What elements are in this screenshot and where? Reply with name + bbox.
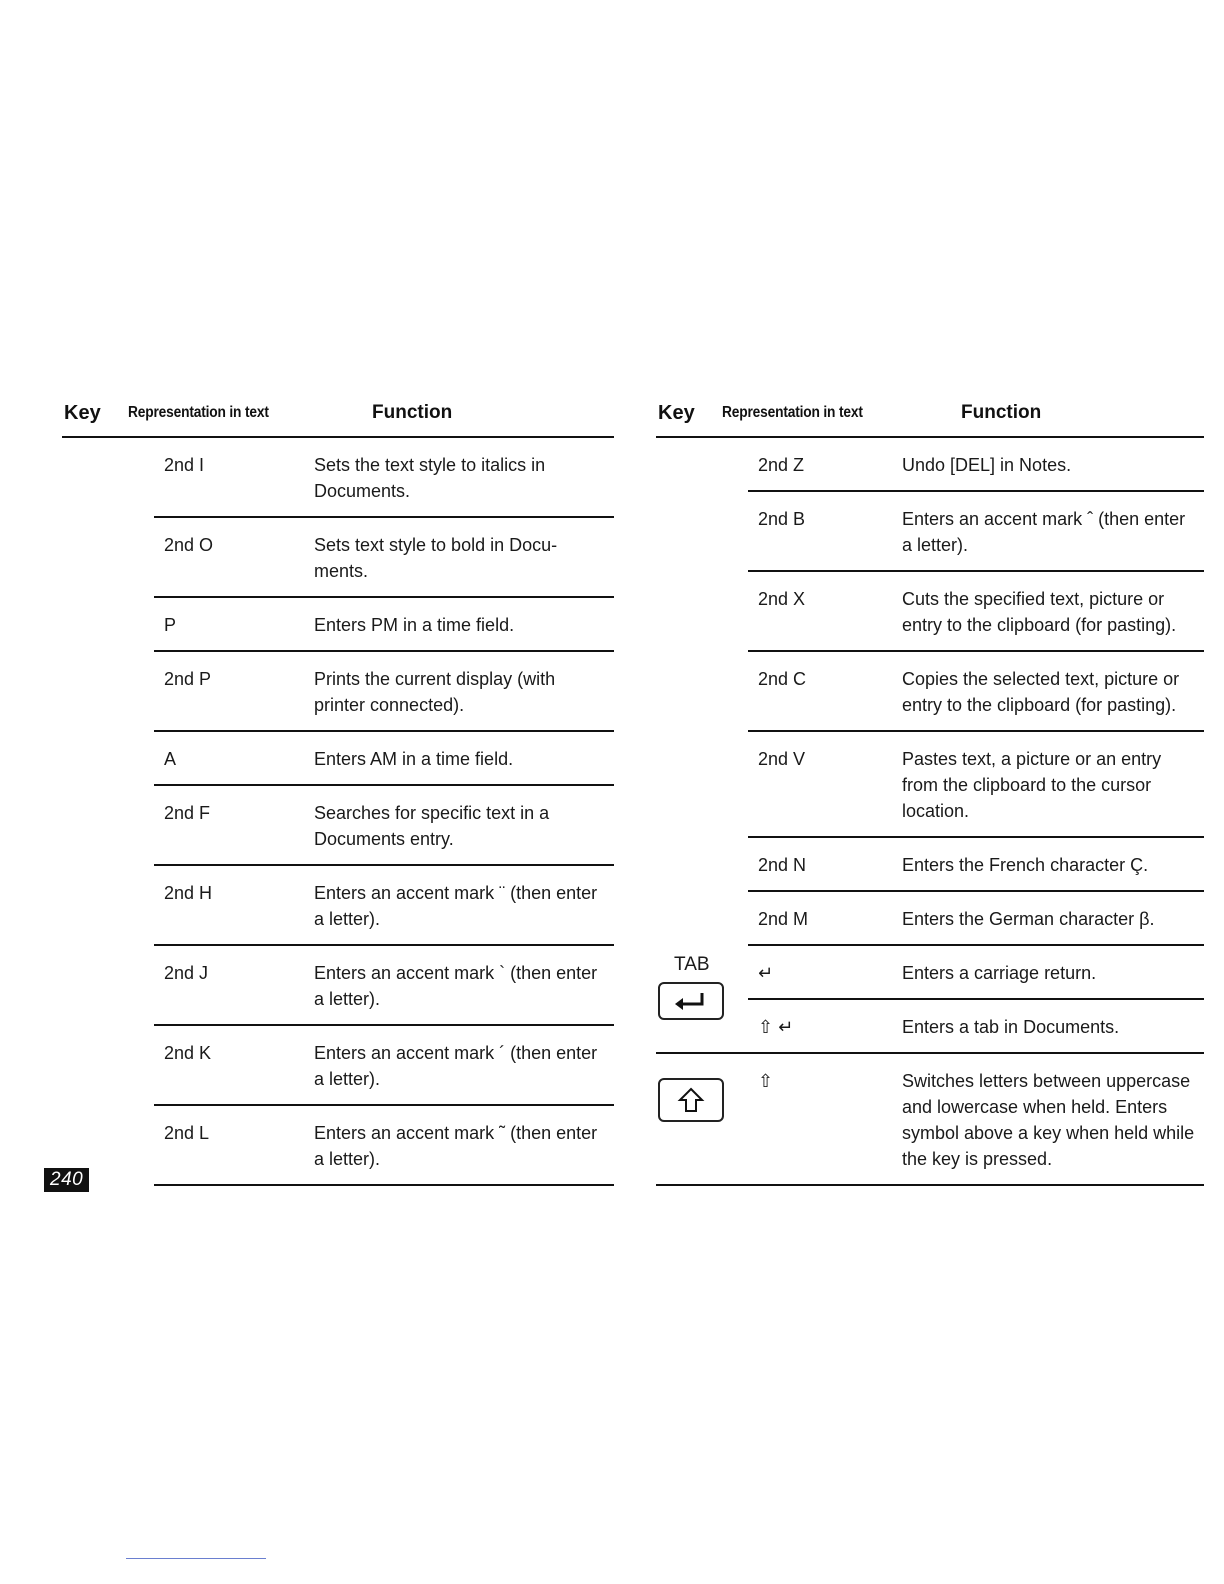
table-row [748,838,1204,892]
table-row [154,598,614,652]
left-table [62,398,614,1186]
table-row [748,652,1204,732]
tab-key-cell [656,946,748,1052]
shift-return-icon: ⇧ ↵ [758,1017,794,1037]
header-function: Function [372,402,453,423]
row-function: Sets text style to bold in Docu-ments. [314,535,558,581]
shift-key-cell [656,1068,748,1172]
right-table-header [656,398,1204,438]
row-function: Enters the French character Ç. [902,855,1149,875]
row-representation: 2nd C [758,669,807,689]
right-table-rows [748,438,1204,946]
row-representation: 2nd M [758,909,809,929]
row-representation: 2nd B [758,509,806,529]
row-function: Enters an accent mark ˆ (then enter a letter). [902,509,1186,555]
row-representation: 2nd V [758,749,806,769]
table-row [154,652,614,732]
row-representation: P [164,615,177,635]
row-representation: 2nd J [164,963,209,983]
header-representation: Representation in text [722,404,863,421]
shift-arrow-icon [677,1086,705,1114]
row-representation: 2nd K [164,1043,212,1063]
row-function: Enters an accent mark ´ (then enter a letter). [314,1043,598,1089]
row-function: Cuts the specified text, picture or entry to the clipboard (for pasting). [902,589,1177,635]
row-function: Prints the current display (with printer connected). [314,669,556,715]
left-table-rows [154,438,614,1186]
row-function: Enters PM in a time field. [314,615,515,635]
shift-icon: ⇧ [758,1071,774,1091]
row-representation: 2nd X [758,589,806,609]
table-row [154,946,614,1026]
row-function: Enters AM in a time field. [314,749,514,769]
return-arrow-icon: ↵ [758,963,774,983]
table-row [154,518,614,598]
row-function: Enters an accent mark ` (then enter a letter). [314,963,598,1009]
enter-key-cap [658,982,724,1020]
header-key: Key [64,402,101,424]
shift-key-cap [658,1078,724,1122]
row-representation: 2nd Z [758,455,805,475]
row-function: Searches for specific text in a Documents entry. [314,803,550,849]
header-representation: Representation in text [128,404,269,421]
tab-key-label: TAB [674,954,710,975]
row-representation: 2nd I [164,455,205,475]
row-function: Pastes text, a picture or an entry from the clipboard to the cursor location. [902,749,1162,821]
left-table-header [62,398,614,438]
row-function: Enters a carriage return. [902,963,1097,983]
header-key: Key [658,402,695,424]
row-representation: 2nd L [164,1123,210,1143]
table-row [748,438,1204,492]
table-row [748,492,1204,572]
table-row [154,1026,614,1106]
row-function: Enters the German character β. [902,909,1155,929]
table-row [748,892,1204,946]
footer-divider [126,1558,266,1559]
page-number: 240 [44,1168,89,1192]
shift-key-block [656,1054,1204,1186]
table-row [154,1106,614,1186]
row-representation: A [164,749,177,769]
table-row [154,438,614,518]
table-row [748,1000,1204,1052]
table-row [154,866,614,946]
row-function: Enters a tab in Documents. [902,1017,1120,1037]
row-function: Copies the selected text, picture or entry to the clipboard (for pasting). [902,669,1180,715]
right-table [656,398,1204,1186]
row-function: Enters an accent mark ¨ (then enter a letter). [314,883,598,929]
tab-key-block [656,946,1204,1054]
row-function: Switches letters between uppercase and lowercase when held. Enters symbol above a key when held while the key is pressed. [902,1071,1195,1169]
row-function: Enters an accent mark ˜ (then enter a letter). [314,1123,598,1169]
table-row [154,786,614,866]
row-function: Undo [DEL] in Notes. [902,455,1072,475]
table-row [748,572,1204,652]
row-representation: 2nd F [164,803,211,823]
row-representation: 2nd O [164,535,214,555]
row-representation: 2nd P [164,669,212,689]
row-representation: 2nd N [758,855,807,875]
table-row [748,946,1204,1000]
table-row [154,732,614,786]
enter-arrow-icon [672,990,710,1012]
row-function: Sets the text style to italics in Documents. [314,455,546,501]
row-representation: 2nd H [164,883,213,903]
table-row [748,732,1204,838]
header-function: Function [961,402,1042,423]
tab-key-rows [748,946,1204,1052]
